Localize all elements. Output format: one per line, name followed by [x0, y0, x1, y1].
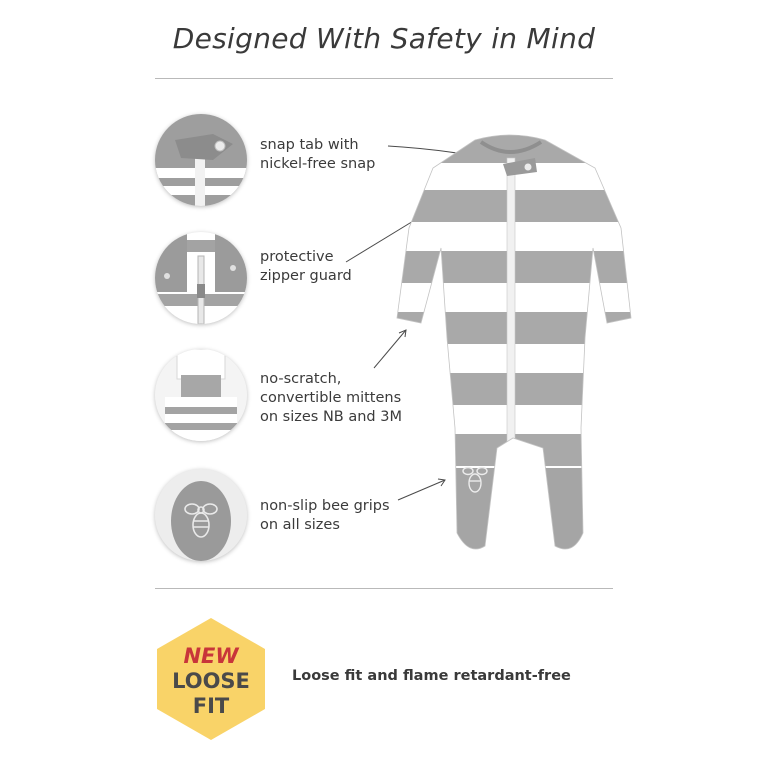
- badge-label: NEW LOOSE FIT: [172, 644, 250, 718]
- tagline: Loose fit and flame retardant-free: [292, 668, 571, 684]
- page-title: Designed With Safety in Mind: [172, 22, 596, 55]
- feature-mittens: no-scratch, convertible mittens on sizes NB and 3M: [260, 371, 402, 425]
- bottom-divider: [155, 588, 613, 589]
- feature-bee-grips: non-slip bee grips on all sizes: [260, 498, 390, 533]
- striped-sleeper-image: [385, 128, 640, 558]
- feature-zipper-guard: protective zipper guard: [260, 249, 352, 284]
- feature-snap-tab: snap tab with nickel-free snap: [260, 137, 376, 172]
